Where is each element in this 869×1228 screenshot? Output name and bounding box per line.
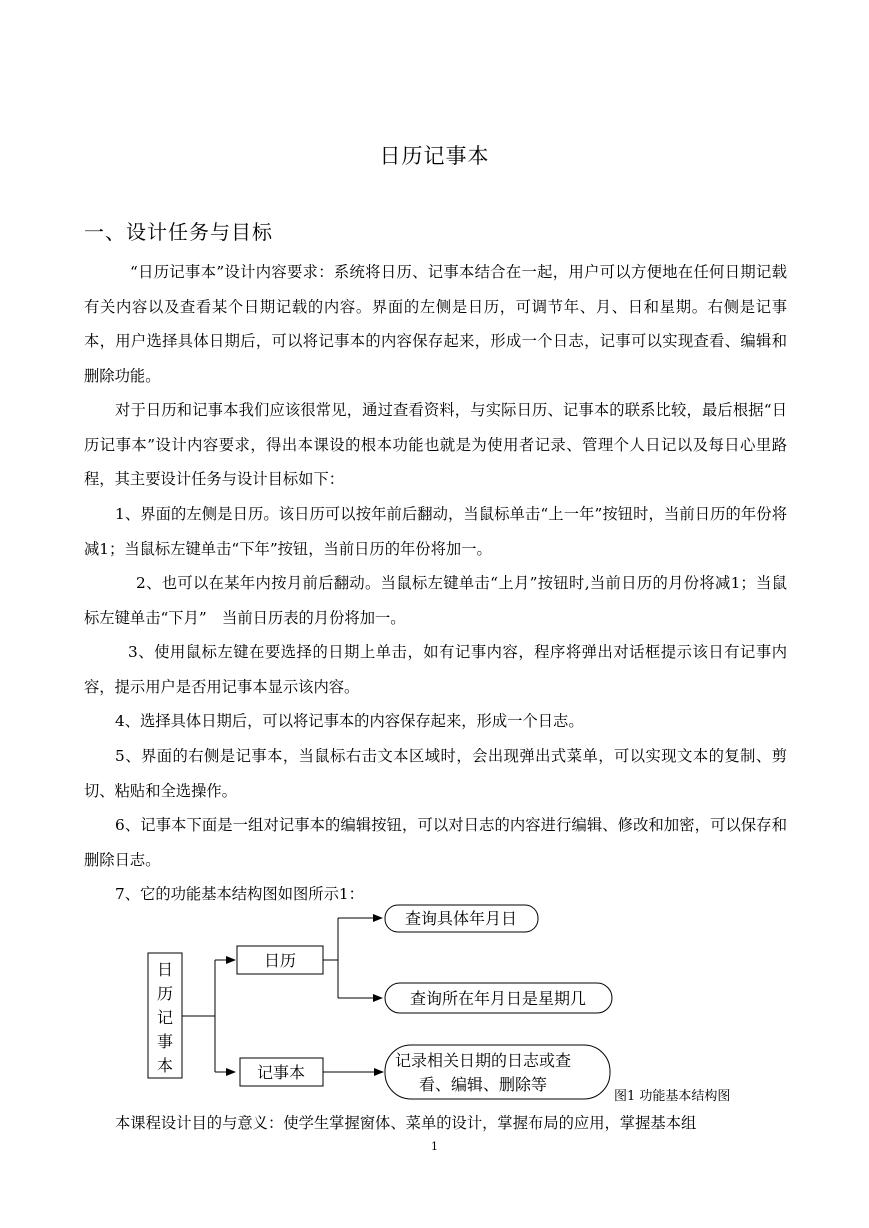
root-char: 日 xyxy=(156,960,174,979)
leaf-journal-label-line1: 记录相关日期的日志或查 xyxy=(394,1051,572,1070)
leaf-query-date-label: 查询具体年月日 xyxy=(404,909,518,928)
root-char: 历 xyxy=(156,984,174,1003)
calendar-label: 日历 xyxy=(263,951,297,970)
root-char: 记 xyxy=(156,1008,174,1027)
page-number: 1 xyxy=(431,1140,438,1153)
leaf-query-weekday-box xyxy=(385,983,612,1013)
figure-caption: 图1 功能基本结构图 xyxy=(614,1089,731,1104)
paragraph-item-4: 4、选择具体日期后，可以将记事本的内容保存起来，形成一个日志。 xyxy=(115,712,584,730)
calendar-box xyxy=(237,946,323,974)
paragraph-overview: 对于日历和记事本我们应该很常见，通过查看资料，与实际日历、记事本的联系比较，最后根据“日历记事本”设计内容要求，得出本课设的根本功能也就是为使用者记录、管理个人日记以及每日心里路程，其主要设计任务与设计目标如下： xyxy=(84,401,787,488)
root-box xyxy=(148,953,182,1078)
paragraph-item-7: 7、它的功能基本结构图如图所示1： xyxy=(115,885,364,903)
root-char: 本 xyxy=(156,1056,174,1075)
notebook-label: 记事本 xyxy=(256,1063,306,1082)
document-title: 日历记事本 xyxy=(379,144,490,168)
paragraph-item-2: 2、也可以在某年内按月前后翻动。当鼠标左键单击“上月”按钮时,当前日历的月份将减1；当鼠标左键单击“下月” 当前日历表的月份将加一。 xyxy=(84,574,787,627)
paragraph-item-3: 3、使用鼠标左键在要选择的日期上单击，如有记事内容，程序将弹出对话框提示该日有记事内容，提示用户是否用记事本显示该内容。 xyxy=(84,643,787,696)
notebook-box xyxy=(240,1058,323,1086)
leaf-journal-box xyxy=(385,1045,610,1099)
paragraph-item-6: 6、记事本下面是一组对记事本的编辑按钮，可以对日志的内容进行编辑、修改和加密，可以保存和删除日志。 xyxy=(84,816,787,869)
paragraph-item-5: 5、界面的右侧是记事本，当鼠标右击文本区域时，会出现弹出式菜单，可以实现文本的复制、剪切、粘贴和全选操作。 xyxy=(84,747,787,800)
paragraph-requirements: “日历记事本”设计内容要求：系统将日历、记事本结合在一起，用户可以方便地在任何日期记载有关内容以及查看某个日期记载的内容。界面的左侧是日历，可调节年、月、日和星期。右侧是记事本，用户选择具体日期后，可以将记事本的内容保存起来，形成一个日志，记事可以实现查看、编辑和删除功能。 xyxy=(84,263,787,385)
leaf-query-weekday-label: 查询所在年月日是星期几 xyxy=(409,989,587,1008)
root-char: 事 xyxy=(156,1032,174,1051)
section-heading: 一、设计任务与目标 xyxy=(84,220,273,244)
leaf-journal-label-line2: 看、编辑、删除等 xyxy=(418,1075,548,1094)
paragraph-purpose: 本课程设计目的与意义：使学生掌握窗体、菜单的设计，掌握布局的应用，掌握基本组 xyxy=(115,1114,697,1132)
paragraph-item-1: 1、界面的左侧是日历。该日历可以按年前后翻动，当鼠标单击“上一年”按钮时，当前日历的年份将减1；当鼠标左键单击“下年”按钮，当前日历的年份将加一。 xyxy=(84,505,787,558)
